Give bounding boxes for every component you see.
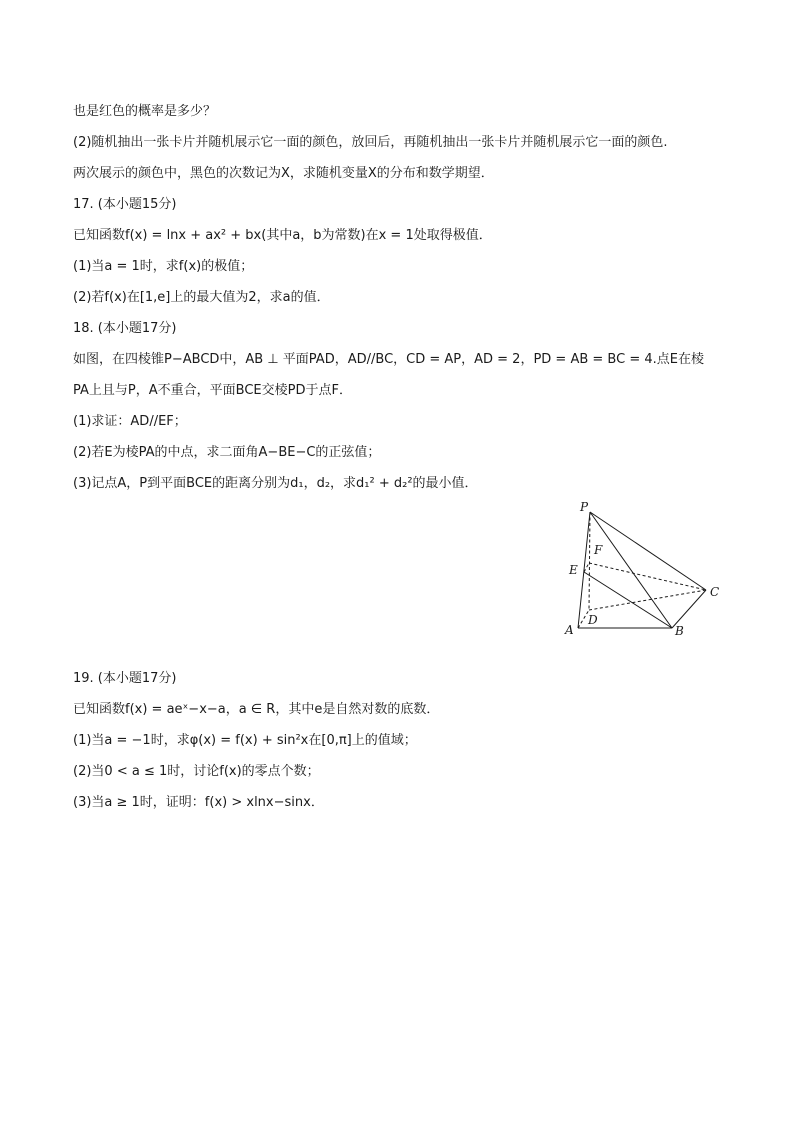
q19-part3: (3)当a ≥ 1时，证明：f(x) > xlnx−sinx． <box>73 795 324 810</box>
edge-PC <box>590 512 706 590</box>
q17-stem: 已知函数f(x) = lnx + ax² + bx(其中a，b为常数)在x = 1处取得极值． <box>73 228 492 243</box>
q19-stem: 已知函数f(x) = aeˣ−x−a，a ∈ R，其中e是自然对数的底数． <box>73 702 440 717</box>
label-A: A <box>565 623 574 637</box>
label-P: P <box>580 500 589 514</box>
edge-PB <box>590 512 672 628</box>
q17-part2: (2)若f(x)在[1,e]上的最大值为2，求a的值． <box>73 290 330 305</box>
q19-part1: (1)当a = −1时，求φ(x) = f(x) + sin²x在[0,π]上的值域； <box>73 733 417 748</box>
label-D: D <box>588 613 598 627</box>
q18-stem-line1: 如图，在四棱锥P−ABCD中，AB ⊥ 平面PAD，AD//BC，CD = AP，AD = 2，PD = AB = BC = 4.点E在棱 <box>73 352 704 367</box>
pyramid-diagram <box>560 498 730 640</box>
q17-header: 17. (本小题15分) <box>73 197 177 212</box>
q17-part1: (1)当a = 1时，求f(x)的极值； <box>73 259 254 274</box>
edge-PA <box>578 512 590 628</box>
q18-part3: (3)记点A，P到平面BCE的距离分别为d₁，d₂，求d₁² + d₂²的最小值． <box>73 476 478 491</box>
label-E: E <box>569 563 578 577</box>
q18-header: 18. (本小题17分) <box>73 321 177 336</box>
q19-header: 19. (本小题17分) <box>73 671 177 686</box>
pyramid-figure <box>560 498 730 640</box>
q16-part1-tail: 也是红色的概率是多少？ <box>73 104 217 119</box>
q18-stem-line2: PA上且与P，A不重合，平面BCE交棱PD于点F． <box>73 383 352 398</box>
label-B: B <box>675 624 684 638</box>
label-C: C <box>710 585 720 599</box>
label-F: F <box>594 543 603 557</box>
q16-part2: (2)随机抽出一张卡片并随机展示它一面的颜色，放回后，再随机抽出一张卡片并随机展示它一面的颜色. <box>73 135 668 150</box>
edge-BC <box>672 590 706 628</box>
q16-part2b: 两次展示的颜色中，黑色的次数记为X，求随机变量X的分布和数学期望． <box>73 166 494 181</box>
edge-PD-hidden <box>589 512 590 610</box>
q19-part2: (2)当0 < a ≤ 1时，讨论f(x)的零点个数； <box>73 764 320 779</box>
q18-part1: (1)求证：AD//EF； <box>73 414 187 429</box>
q18-part2: (2)若E为棱PA的中点，求二面角A−BE−C的正弦值； <box>73 445 381 460</box>
